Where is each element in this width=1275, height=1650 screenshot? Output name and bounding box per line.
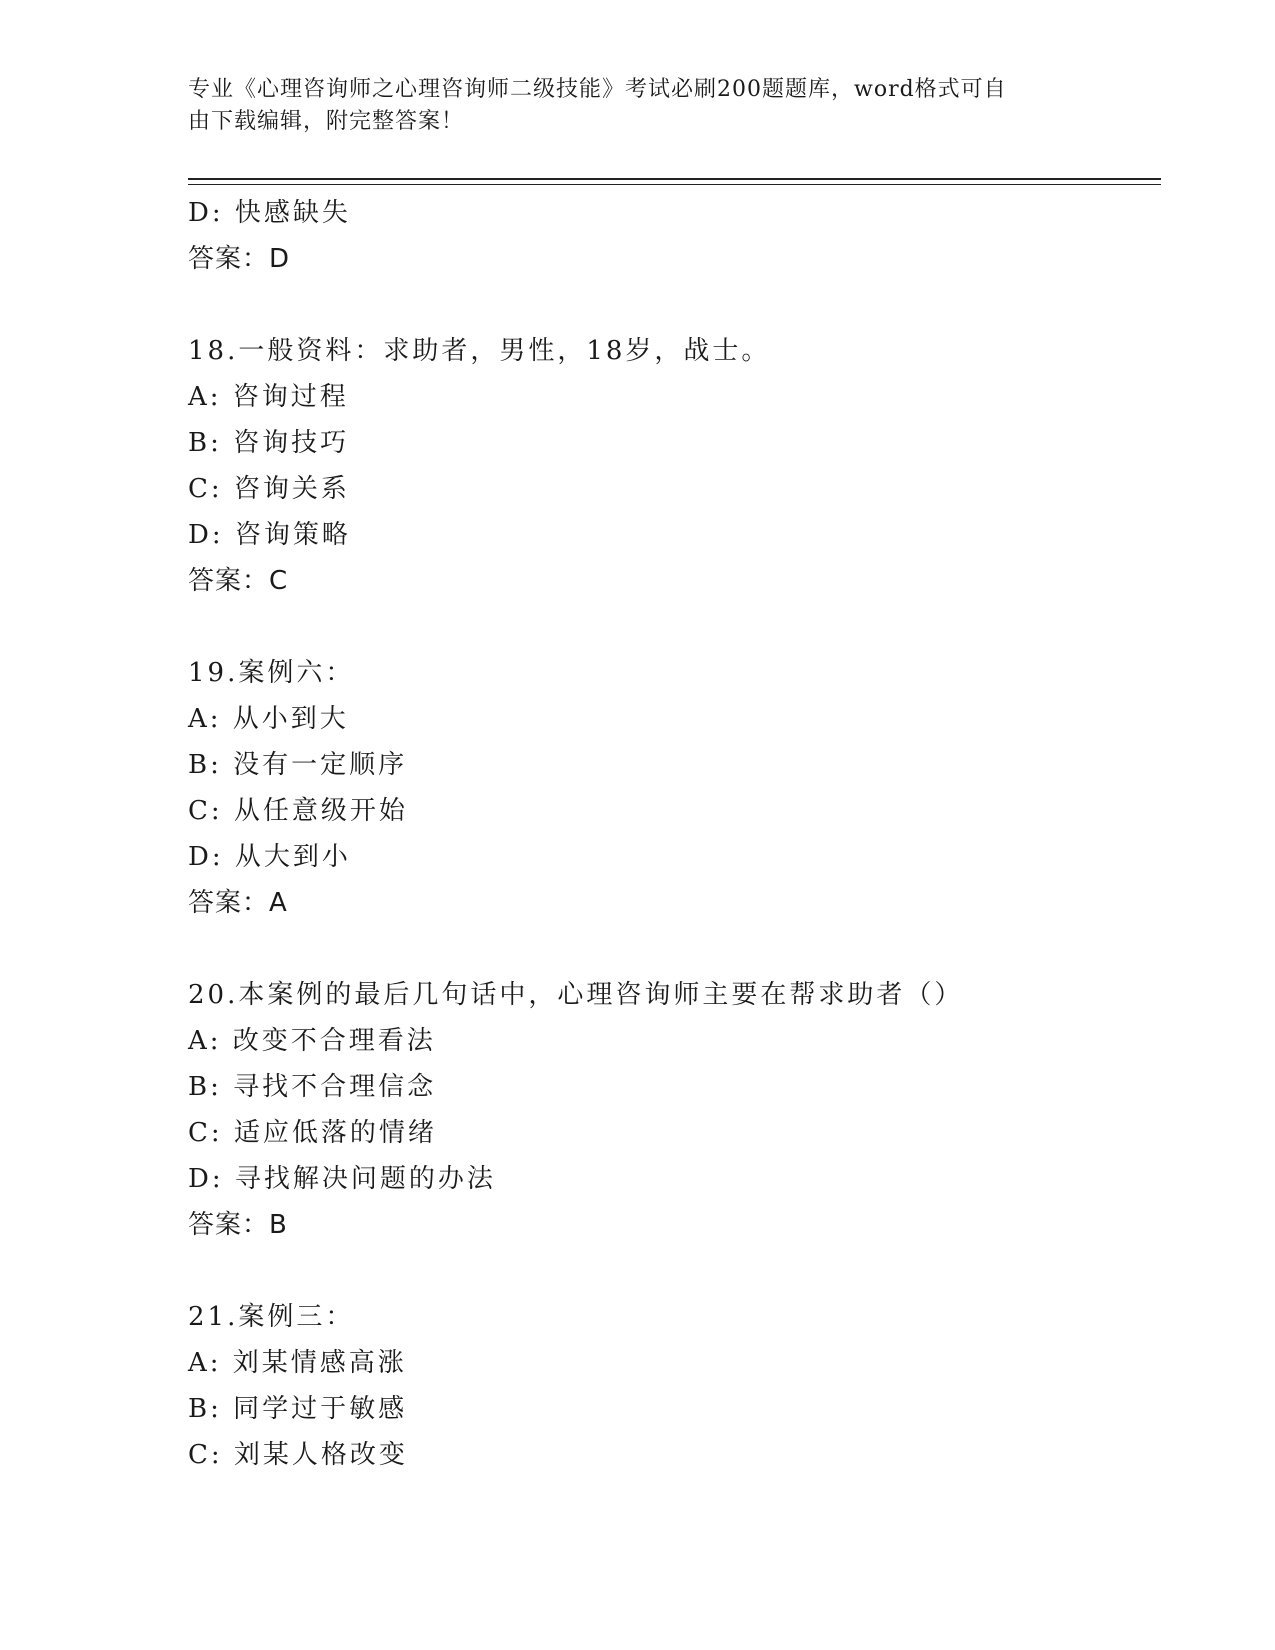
option-c: C: 咨询关系 xyxy=(188,474,350,504)
document-header xyxy=(188,74,1088,138)
question-stem: 20.本案例的最后几句话中，心理咨询师主要在帮求助者（） xyxy=(188,980,964,1010)
option-c: C: 从任意级开始 xyxy=(188,796,408,826)
question-19 xyxy=(188,650,1161,926)
answer-line: 答案：B xyxy=(188,1210,288,1240)
option-d: D: 寻找解决问题的办法 xyxy=(188,1164,496,1194)
option-b: B: 同学过于敏感 xyxy=(188,1394,408,1424)
option-a: A: 从小到大 xyxy=(188,704,349,734)
answer-line: 答案：C xyxy=(188,566,289,596)
question-21 xyxy=(188,1294,1161,1478)
spacer xyxy=(188,1248,1161,1294)
question-20 xyxy=(188,972,1161,1248)
header-line-2: 由下载编辑，附完整答案！ xyxy=(188,109,465,134)
option-a: A: 改变不合理看法 xyxy=(188,1026,436,1056)
header-rule-thin xyxy=(188,184,1161,185)
option-a: A: 咨询过程 xyxy=(188,382,349,412)
option-d: D: 快感缺失 xyxy=(188,198,351,228)
option-a: A: 刘某情感高涨 xyxy=(188,1348,407,1378)
spacer xyxy=(188,282,1161,328)
option-d: D: 咨询策略 xyxy=(188,520,351,550)
question-stem: 21.案例三： xyxy=(188,1302,355,1332)
spacer xyxy=(188,604,1161,650)
question-stem: 19.案例六： xyxy=(188,658,355,688)
question-list xyxy=(188,190,1161,1478)
header-rule-thick xyxy=(188,178,1161,180)
question-stem: 18.一般资料：求助者，男性，18岁，战士。 xyxy=(188,336,771,366)
option-d: D: 从大到小 xyxy=(188,842,351,872)
spacer xyxy=(188,926,1161,972)
option-b: B: 没有一定顺序 xyxy=(188,750,408,780)
option-b: B: 寻找不合理信念 xyxy=(188,1072,437,1102)
answer-line: 答案：D xyxy=(188,244,291,274)
header-line-1: 专业《心理咨询师之心理咨询师二级技能》考试必刷200题题库，word格式可自 xyxy=(188,77,1007,102)
question-18 xyxy=(188,328,1161,604)
option-c: C: 刘某人格改变 xyxy=(188,1440,408,1470)
option-b: B: 咨询技巧 xyxy=(188,428,350,458)
answer-line: 答案：A xyxy=(188,888,288,918)
option-c: C: 适应低落的情绪 xyxy=(188,1118,437,1148)
